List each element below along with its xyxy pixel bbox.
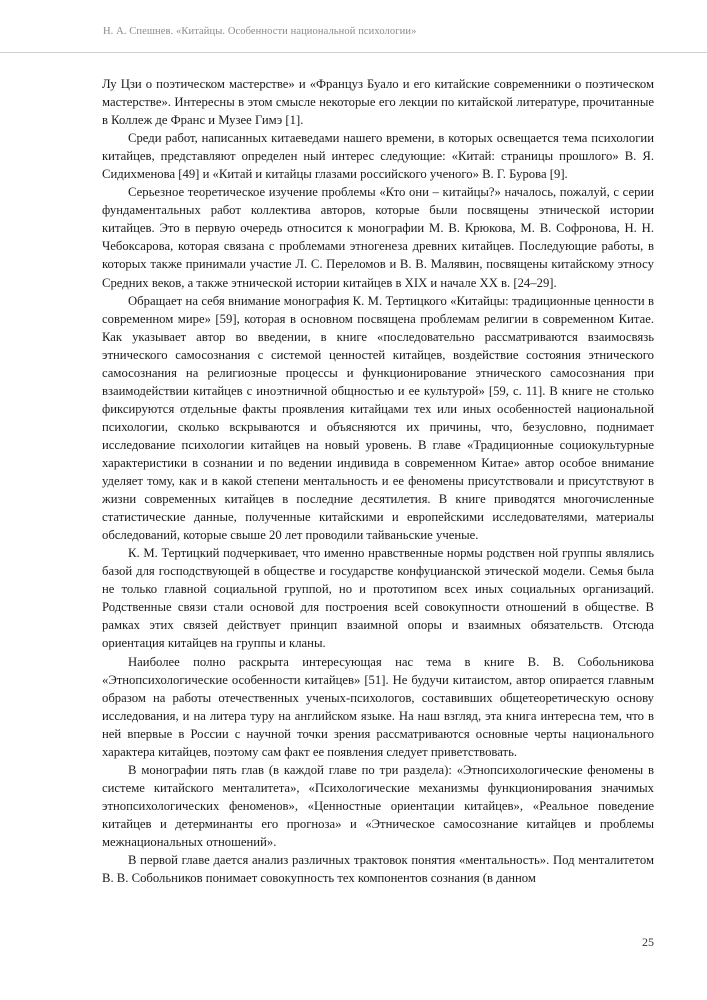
paragraph: В первой главе дается анализ различных трактовок понятия «ментальность». Под менталитетом В. В. Собольников понимает совокупность тех компонентов сознания (в данном [102, 853, 654, 886]
paragraph: К. М. Тертицкий подчеркивает, что именно нравственные нормы родствен ной группы являлись базой для господствующей в обществе и государстве конфуцианской этической модели. Семья была не только главной социальной группой, но и прототипом всех иных социальных организаций. Родственные связи стали основой для построения всей совокупности отношений в обществе. В рамках этих связей действует принцип взаимной опоры и взаимных обязательств. Отсюда ориентация китайцев на группы и кланы. [102, 546, 654, 651]
paragraph: Среди работ, написанных китаеведами нашего времени, в которых освещается тема психологии китайцев, представляют определен ный интерес следующие: «Китай: страницы прошлого» В. Я. Сидихменова [49] и «Китай и китайцы глазами российского ученого» В. Г. Бурова [9]. [102, 131, 654, 182]
page-number: 25 [642, 935, 654, 949]
body-text [102, 75, 654, 887]
paragraph: Обращает на себя внимание монография К. М. Тертицкого «Китайцы: традиционные ценности в современном мире» [59], которая в основном посвящена проблемам религии в современном Китае. Как указывает автор во введении, в книге «последовательно рассматриваются взаимосвязь этнического самосознания с системой ценностей китайцев, воздействие состояния этнического самосознания на религиозные процессы и функционирование этнического самосознания при взаимодействии китайцев с иноэтничной общностью и ее культурой» [59, с. 11]. В книге не столько фиксируются отдельные факты проявления китайцами тех или иных особенностей национальной психологии, сколько вскрываются и объясняются их причины, что, безусловно, поднимает исследование психологии китайцев на новый уровень. В главе «Традиционные социокультурные характеристики в сознании и по ведении индивида в современном Китае» автор особое внимание уделяет тому, как и в какой степени ментальность и ее феномены присутствовали и присутствуют в жизни современных китайцев в последние десятилетия. В книге приводятся многочисленные статистические данные, полученные китайскими и европейскими исследователями, материалы обследований, которые свыше 20 лет проводили тайваньские ученые. [102, 293, 654, 543]
paragraph: Серьезное теоретическое изучение проблемы «Кто они – китайцы?» началось, пожалуй, с серии фундаментальных работ коллектива авторов, которые были посвящены этнической истории китайцев. Это в первую очередь относится к монографии М. В. Крюкова, М. В. Софронова, Н. Н. Чебоксарова, которая связана с проблемами этногенеза древних китайцев. Последующие работы, в которых также принимали участие Л. С. Переломов и В. В. Малявин, посвящены китайскому этносу Средних веков, а также этнической истории китайцев в XIX и начале XX в. [24–29]. [102, 185, 654, 290]
paragraph: В монографии пять глав (в каждой главе по три раздела): «Этнопсихологические феномены в системе китайского менталитета», «Психологические механизмы функционирования значимых этнопсихологических феноменов», «Ценностные ориентации китайцев», «Реальное поведение китайцев и детерминанты его прогноза» и «Этническое самосознание китайцев и проблемы межнациональных отношений». [102, 762, 654, 849]
header-divider [0, 52, 707, 53]
running-header: Н. А. Спешнев. «Китайцы. Особенности национальной психологии» [103, 26, 417, 37]
paragraph: Наиболее полно раскрыта интересующая нас тема в книге В. В. Собольникова «Этнопсихологические особенности китайцев» [51]. Не будучи китаистом, автор опирается главным образом на работы отечественных ученых-психологов, составивших общетеоретическую основу исследования, и на литера туру на английском языке. На наш взгляд, эта книга интересна тем, что в ней впервые в России с научной точки зрения рассматриваются основные черты национального характера китайцев, поэтому сам факт ее появления следует приветствовать. [102, 654, 654, 759]
paragraph-continuation: Лу Цзи о поэтическом мастерстве» и «Француз Буало и его китайские современники о поэтическом мастерстве». Интересны в этом смысле некоторые его лекции по китайской литературе, прочитанные в Коллеж де Франс и Музее Гимэ [1]. [102, 77, 654, 128]
